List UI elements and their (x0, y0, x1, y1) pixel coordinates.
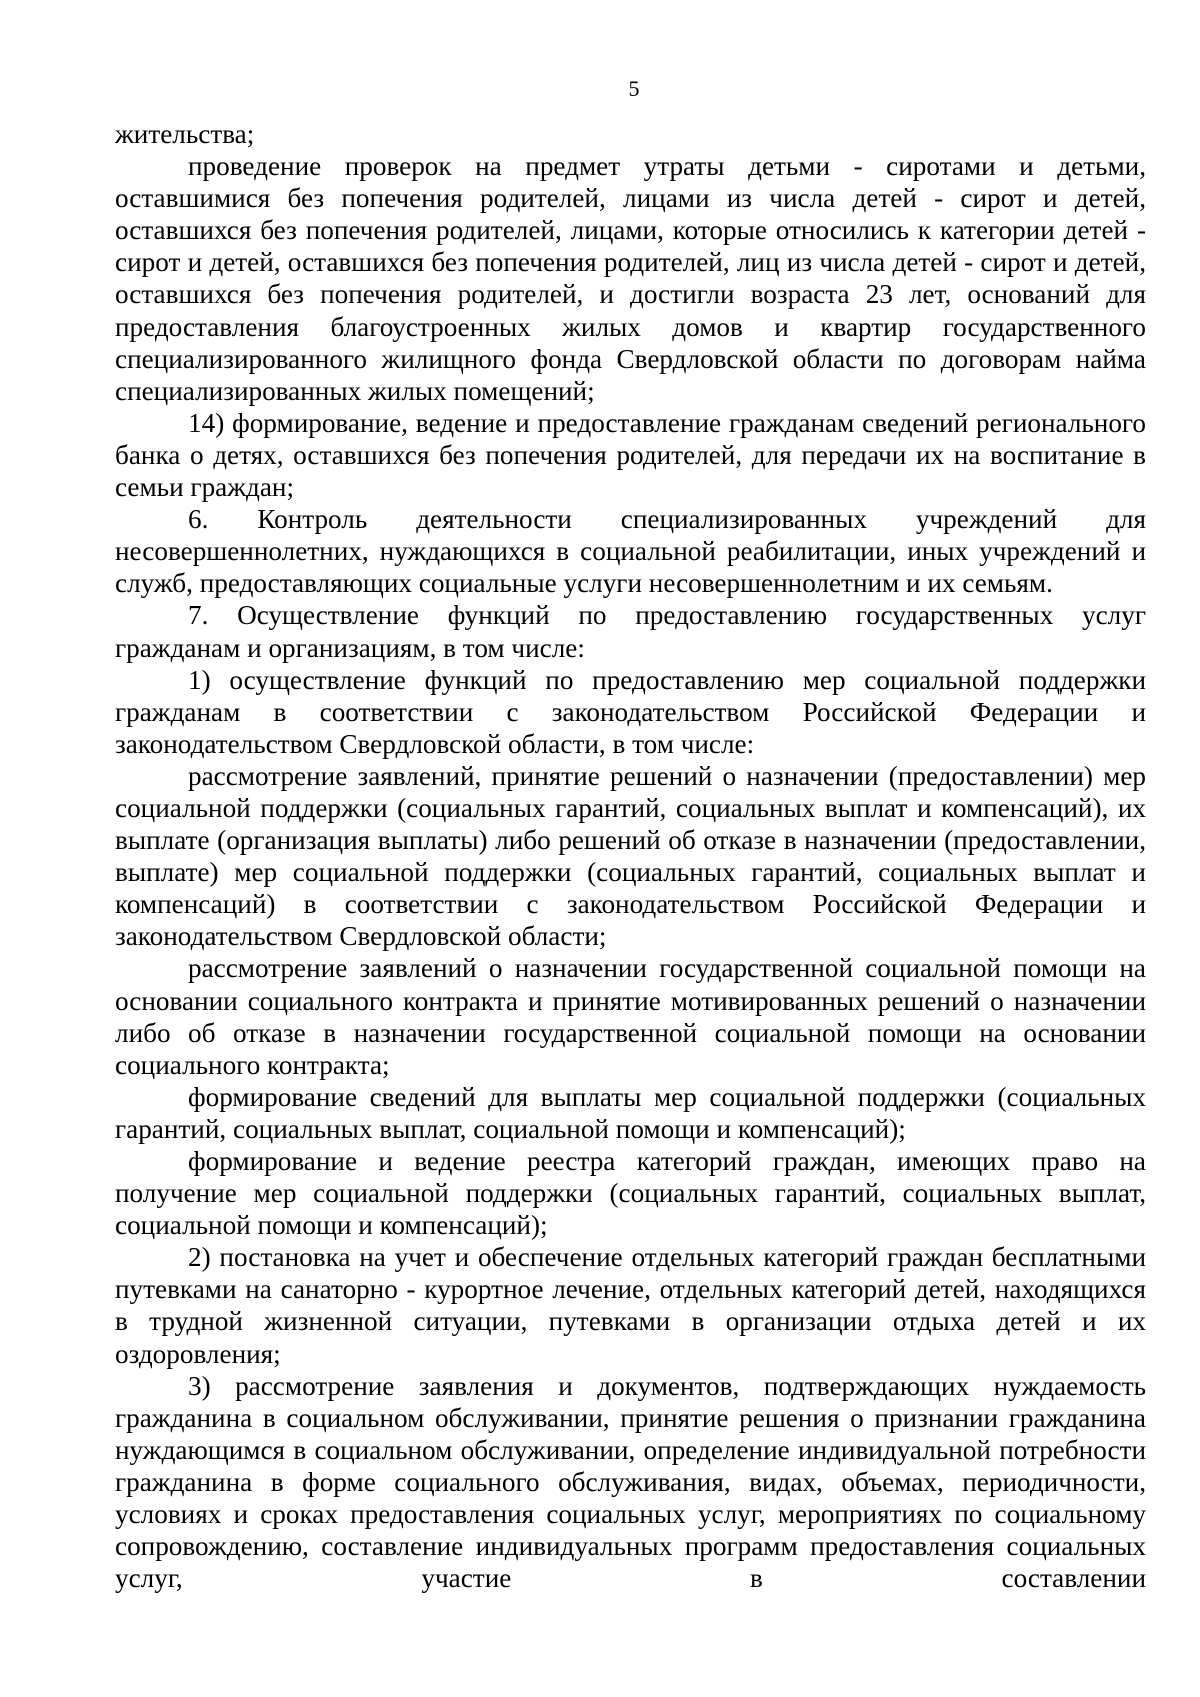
paragraph-item-3: 3) рассмотрение заявления и документов, подтверждающих нуждаемость гражданина в социальном обслуживании, принятие решения о признании гражданина нуждающимся в социальном обслуживании, определение индивидуальной потребности гражданина в форме социального обслуживания, видах, объемах, периодичности, условиях и сроках предоставления социальных услуг, мероприятиях по социальному сопровождению, составление индивидуальных программ предоставления социальных услуг, участие в составлении (115, 1370, 1146, 1594)
paragraph-inspections: проведение проверок на предмет утраты детьми - сиротами и детьми, оставшимися без попечения родителей, лицами из числа детей - сирот и детей, оставшихся без попечения родителей, лицами, которые относились к категории детей - сирот и детей, оставшихся без попечения родителей, лиц из числа детей - сирот и детей, оставшихся без попечения родителей, и достигли возраста 23 лет, оснований для предоставления благоустроенных жилых домов и квартир государственного специализированного жилищного фонда Свердловской области по договорам найма специализированных жилых помещений; (115, 151, 1146, 406)
paragraph-item-2: 2) постановка на учет и обеспечение отдельных категорий граждан бесплатными путевками на санаторно - курортное лечение, отдельных категорий детей, находящихся в трудной жизненной ситуации, путевками в организации отдыха детей и их оздоровления; (115, 1242, 1146, 1369)
paragraph-section-6: 6. Контроль деятельности специализированных учреждений для несовершеннолетних, нуждающихся в социальной реабилитации, иных учреждений и служб, предоставляющих социальные услуги несовершеннолетним и их семьям. (115, 504, 1146, 599)
paragraph-residence: жительства; (115, 119, 255, 149)
paragraph-section-7: 7. Осуществление функций по предоставлению государственных услуг гражданам и организациям, в том числе: (115, 600, 1146, 663)
paragraph-item-1: 1) осуществление функций по предоставлению мер социальной поддержки гражданам в соответствии с законодательством Российской Федерации и законодательством Свердловской области, в том числе: (115, 664, 1146, 759)
paragraph-registry: формирование и ведение реестра категорий граждан, имеющих право на получение мер социальной поддержки (социальных гарантий, социальных выплат, социальной помощи и компенсаций); (115, 1146, 1146, 1241)
page-number: 5 (628, 76, 640, 101)
paragraph-social-contract: рассмотрение заявлений о назначении государственной социальной помощи на основании социального контракта и принятие мотивированных решений о назначении либо об отказе в назначении государственной социальной помощи на основании социального контракта; (115, 953, 1146, 1080)
paragraph-applications-review: рассмотрение заявлений, принятие решений о назначении (предоставлении) мер социальной поддержки (социальных гарантий, социальных выплат и компенсаций), их выплате (организация выплаты) либо решений об отказе в назначении (предоставлении, выплате) мер социальной поддержки (социальных гарантий, социальных выплат и компенсаций) в соответствии с законодательством Российской Федерации и законодательством Свердловской области; (115, 760, 1146, 952)
paragraph-payment-data: формирование сведений для выплаты мер социальной поддержки (социальных гарантий, социальных выплат, социальной помощи и компенсаций); (115, 1081, 1146, 1144)
paragraph-item-14: 14) формирование, ведение и предоставление гражданам сведений регионального банка о детях, оставшихся без попечения родителей, для передачи их на воспитание в семьи граждан; (115, 407, 1146, 503)
document-body (115, 118, 1146, 1594)
